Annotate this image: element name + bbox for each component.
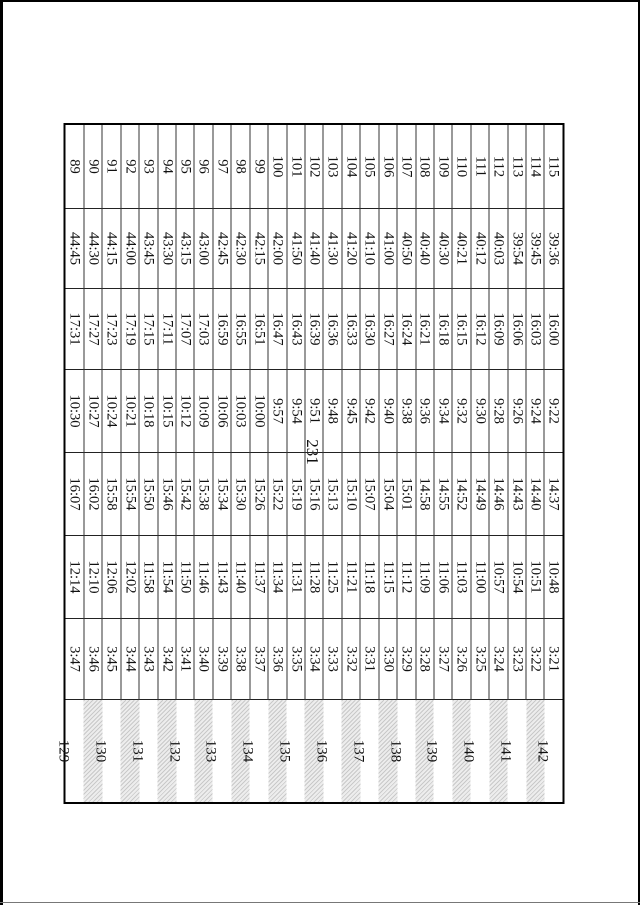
table-cell: 44:45 <box>64 209 83 289</box>
table-cell: 42:15 <box>249 209 267 289</box>
table-cell: 16:21 <box>415 289 433 370</box>
table-cell: 15:19 <box>286 453 304 536</box>
table-row <box>397 124 415 803</box>
table-cell: 10:18 <box>139 370 157 453</box>
table-cell: 40:30 <box>433 209 451 289</box>
table-cell: 3:46 <box>83 619 101 700</box>
table-cell-last-label: 133 <box>202 739 219 763</box>
table-cell: 17:15 <box>139 289 157 370</box>
table-cell: 10:00 <box>249 370 267 453</box>
table-cell: 41:00 <box>378 209 396 289</box>
table-cell: 16:15 <box>452 289 470 370</box>
table-cell: 15:26 <box>249 453 267 536</box>
table-cell-last <box>55 700 83 804</box>
table-cell: 44:15 <box>102 209 120 289</box>
table-cell: 3:22 <box>526 619 544 700</box>
table-cell: 9:38 <box>397 370 415 453</box>
table-cell: 10:51 <box>526 536 544 619</box>
table-cell: 108 <box>415 124 433 209</box>
table-cell: 9:32 <box>452 370 470 453</box>
table-cell: 11:09 <box>415 536 433 619</box>
table-cell: 94 <box>157 124 175 209</box>
table-cell: 15:30 <box>231 453 249 536</box>
table-cell: 11:37 <box>249 536 267 619</box>
table-cell: 9:42 <box>360 370 378 453</box>
table-cell: 12:06 <box>102 536 120 619</box>
table-cell-last-label: 142 <box>533 739 550 763</box>
table-cell: 3:32 <box>341 619 359 700</box>
table-cell: 3:26 <box>452 619 470 700</box>
table-cell: 11:58 <box>139 536 157 619</box>
table-cell: 39:54 <box>507 209 525 289</box>
table-cell: 10:09 <box>194 370 212 453</box>
table-cell: 111 <box>470 124 488 209</box>
table-cell: 17:19 <box>120 289 138 370</box>
scoring-table-body <box>55 124 563 803</box>
table-cell-last-label: 141 <box>497 739 514 763</box>
table-cell: 15:42 <box>176 453 194 536</box>
table-cell: 11:18 <box>360 536 378 619</box>
table-cell: 3:31 <box>360 619 378 700</box>
rotated-table-container <box>55 123 564 793</box>
table-cell: 9:30 <box>470 370 488 453</box>
table-row <box>433 124 451 803</box>
table-cell: 41:50 <box>286 209 304 289</box>
table-cell: 10:48 <box>544 536 563 619</box>
table-cell: 98 <box>231 124 249 209</box>
table-cell: 9:26 <box>507 370 525 453</box>
table-cell: 11:50 <box>176 536 194 619</box>
table-cell: 15:34 <box>212 453 230 536</box>
table-row <box>231 124 249 803</box>
table-cell: 104 <box>341 124 359 209</box>
table-cell: 10:12 <box>176 370 194 453</box>
table-cell: 11:00 <box>470 536 488 619</box>
table-cell: 3:39 <box>212 619 230 700</box>
table-cell: 97 <box>212 124 230 209</box>
table-cell: 11:03 <box>452 536 470 619</box>
table-row <box>323 124 341 803</box>
table-cell: 15:58 <box>102 453 120 536</box>
table-cell: 40:21 <box>452 209 470 289</box>
table-cell: 3:27 <box>433 619 451 700</box>
table-cell-last-label: 140 <box>460 739 477 763</box>
table-cell: 17:27 <box>83 289 101 370</box>
table-cell: 14:55 <box>433 453 451 536</box>
table-cell-last-label: 134 <box>239 739 256 763</box>
table-cell: 93 <box>139 124 157 209</box>
table-cell: 17:23 <box>102 289 120 370</box>
table-cell: 11:28 <box>304 536 322 619</box>
table-row <box>249 124 267 803</box>
table-row <box>544 124 563 803</box>
table-cell: 14:37 <box>544 453 563 536</box>
page-border-left <box>0 0 3 905</box>
table-cell: 9:48 <box>323 370 341 453</box>
table-cell: 3:38 <box>231 619 249 700</box>
table-cell: 92 <box>120 124 138 209</box>
table-row <box>360 124 378 803</box>
table-cell: 16:03 <box>526 289 544 370</box>
table-cell: 15:46 <box>157 453 175 536</box>
table-cell-last <box>276 700 304 804</box>
table-cell: 16:33 <box>341 289 359 370</box>
table-cell: 113 <box>507 124 525 209</box>
table-row <box>286 124 304 803</box>
table-cell: 15:38 <box>194 453 212 536</box>
table-cell: 15:13 <box>323 453 341 536</box>
table-cell: 11:31 <box>286 536 304 619</box>
table-cell: 16:55 <box>231 289 249 370</box>
table-row <box>64 124 83 803</box>
table-cell: 9:40 <box>378 370 396 453</box>
page-border-bottom <box>0 902 640 903</box>
table-cell: 14:49 <box>470 453 488 536</box>
table-cell: 42:45 <box>212 209 230 289</box>
table-row <box>470 124 488 803</box>
table-row <box>304 124 322 803</box>
table-cell-last-label: 135 <box>276 739 293 763</box>
table-cell: 12:14 <box>64 536 83 619</box>
table-cell: 12:02 <box>120 536 138 619</box>
table-cell: 9:34 <box>433 370 451 453</box>
table-cell: 3:45 <box>102 619 120 700</box>
table-cell: 14:40 <box>526 453 544 536</box>
table-cell-last-label: 136 <box>312 739 329 763</box>
table-cell: 95 <box>176 124 194 209</box>
table-cell: 11:54 <box>157 536 175 619</box>
table-cell: 16:00 <box>544 289 563 370</box>
table-cell: 100 <box>268 124 286 209</box>
table-cell: 16:47 <box>268 289 286 370</box>
table-cell: 42:30 <box>231 209 249 289</box>
table-row <box>212 124 230 803</box>
table-cell: 3:29 <box>397 619 415 700</box>
table-cell: 3:28 <box>415 619 433 700</box>
table-cell: 11:12 <box>397 536 415 619</box>
table-cell: 16:12 <box>470 289 488 370</box>
table-cell: 41:30 <box>323 209 341 289</box>
table-cell-last-label: 129 <box>55 739 71 763</box>
table-cell: 3:42 <box>157 619 175 700</box>
table-cell: 3:35 <box>286 619 304 700</box>
table-cell: 90 <box>83 124 101 209</box>
table-cell: 11:25 <box>323 536 341 619</box>
table-row <box>157 124 175 803</box>
table-cell: 16:18 <box>433 289 451 370</box>
table-cell-last <box>460 700 488 804</box>
table-cell: 15:22 <box>268 453 286 536</box>
table-cell: 16:30 <box>360 289 378 370</box>
table-cell: 11:40 <box>231 536 249 619</box>
table-cell: 15:07 <box>360 453 378 536</box>
table-cell: 3:47 <box>64 619 83 700</box>
table-cell-last <box>497 700 525 804</box>
table-cell: 16:27 <box>378 289 396 370</box>
table-cell-last <box>349 700 378 804</box>
table-cell: 11:06 <box>433 536 451 619</box>
table-cell: 17:11 <box>157 289 175 370</box>
table-row <box>268 124 286 803</box>
table-row <box>120 124 138 803</box>
table-cell: 10:24 <box>102 370 120 453</box>
table-cell: 41:40 <box>304 209 322 289</box>
table-cell: 44:00 <box>120 209 138 289</box>
table-cell: 107 <box>397 124 415 209</box>
table-cell: 40:40 <box>415 209 433 289</box>
table-cell-last <box>165 700 194 804</box>
table-cell: 10:30 <box>64 370 83 453</box>
table-cell: 16:07 <box>64 453 83 536</box>
table-cell: 14:43 <box>507 453 525 536</box>
table-cell: 12:10 <box>83 536 101 619</box>
table-cell: 43:00 <box>194 209 212 289</box>
table-cell: 11:15 <box>378 536 396 619</box>
table-cell: 106 <box>378 124 396 209</box>
table-cell: 14:58 <box>415 453 433 536</box>
table-cell: 42:00 <box>268 209 286 289</box>
table-cell: 9:57 <box>268 370 286 453</box>
scoring-table <box>55 123 564 804</box>
table-cell: 102 <box>304 124 322 209</box>
table-cell: 39:36 <box>544 209 563 289</box>
table-cell: 14:46 <box>489 453 507 536</box>
table-cell: 10:54 <box>507 536 525 619</box>
table-cell: 16:43 <box>286 289 304 370</box>
table-cell: 17:07 <box>176 289 194 370</box>
table-cell: 17:03 <box>194 289 212 370</box>
table-row <box>415 124 433 803</box>
table-cell: 9:36 <box>415 370 433 453</box>
table-cell: 103 <box>323 124 341 209</box>
table-cell: 16:59 <box>212 289 230 370</box>
table-cell-last-label: 138 <box>386 739 403 763</box>
table-cell-last <box>386 700 415 804</box>
table-cell: 3:33 <box>323 619 341 700</box>
table-row <box>489 124 507 803</box>
table-cell: 15:50 <box>139 453 157 536</box>
table-cell: 15:01 <box>397 453 415 536</box>
table-cell-last <box>202 700 230 804</box>
table-cell-last-label: 139 <box>423 739 440 763</box>
table-cell: 43:15 <box>176 209 194 289</box>
page-border-top <box>0 0 640 2</box>
table-cell: 109 <box>433 124 451 209</box>
table-cell-last <box>312 700 341 804</box>
table-cell-last <box>423 700 451 804</box>
table-row <box>526 124 544 803</box>
table-cell-last <box>91 700 120 804</box>
table-cell: 3:43 <box>139 619 157 700</box>
table-cell: 43:45 <box>139 209 157 289</box>
table-cell: 15:04 <box>378 453 396 536</box>
table-cell: 9:45 <box>341 370 359 453</box>
table-cell: 40:03 <box>489 209 507 289</box>
table-cell: 99 <box>249 124 267 209</box>
table-cell: 110 <box>452 124 470 209</box>
table-cell: 15:54 <box>120 453 138 536</box>
table-row <box>378 124 396 803</box>
table-cell: 15:10 <box>341 453 359 536</box>
table-cell-last <box>533 700 563 804</box>
table-row <box>507 124 525 803</box>
table-row <box>452 124 470 803</box>
table-cell: 3:40 <box>194 619 212 700</box>
table-cell-last <box>239 700 267 804</box>
table-row <box>83 124 101 803</box>
table-cell: 10:06 <box>212 370 230 453</box>
table-cell: 16:39 <box>304 289 322 370</box>
table-cell: 10:21 <box>120 370 138 453</box>
table-cell: 39:45 <box>526 209 544 289</box>
table-cell: 10:03 <box>231 370 249 453</box>
table-cell: 89 <box>64 124 83 209</box>
table-cell: 10:57 <box>489 536 507 619</box>
table-cell: 11:46 <box>194 536 212 619</box>
table-cell: 3:44 <box>120 619 138 700</box>
table-cell: 9:51 <box>304 370 322 453</box>
table-row <box>139 124 157 803</box>
table-cell: 41:10 <box>360 209 378 289</box>
table-cell-last-label: 131 <box>128 739 145 763</box>
table-cell: 91 <box>102 124 120 209</box>
table-cell: 16:06 <box>507 289 525 370</box>
table-cell: 9:24 <box>526 370 544 453</box>
table-cell: 16:36 <box>323 289 341 370</box>
table-cell: 112 <box>489 124 507 209</box>
table-cell: 3:25 <box>470 619 488 700</box>
table-cell: 9:28 <box>489 370 507 453</box>
table-cell: 3:41 <box>176 619 194 700</box>
table-cell: 3:37 <box>249 619 267 700</box>
table-cell: 96 <box>194 124 212 209</box>
table-cell: 40:50 <box>397 209 415 289</box>
table-cell: 11:34 <box>268 536 286 619</box>
table-cell: 16:09 <box>489 289 507 370</box>
table-cell-last <box>128 700 157 804</box>
table-cell: 11:43 <box>212 536 230 619</box>
table-cell: 3:23 <box>507 619 525 700</box>
table-cell: 3:24 <box>489 619 507 700</box>
table-cell: 40:12 <box>470 209 488 289</box>
table-cell: 11:21 <box>341 536 359 619</box>
table-cell: 115 <box>544 124 563 209</box>
table-cell: 10:27 <box>83 370 101 453</box>
table-cell: 9:54 <box>286 370 304 453</box>
table-row <box>102 124 120 803</box>
table-cell: 44:30 <box>83 209 101 289</box>
table-cell: 14:52 <box>452 453 470 536</box>
table-cell: 43:30 <box>157 209 175 289</box>
table-cell: 17:31 <box>64 289 83 370</box>
table-row <box>176 124 194 803</box>
table-cell-last-label: 137 <box>349 739 366 763</box>
table-cell: 10:15 <box>157 370 175 453</box>
table-cell: 101 <box>286 124 304 209</box>
table-cell: 16:24 <box>397 289 415 370</box>
table-cell-last-label: 132 <box>165 739 182 763</box>
table-cell: 3:30 <box>378 619 396 700</box>
table-cell: 105 <box>360 124 378 209</box>
table-cell: 9:22 <box>544 370 563 453</box>
table-cell: 16:51 <box>249 289 267 370</box>
table-cell: 3:34 <box>304 619 322 700</box>
table-cell: 15:16 <box>304 453 322 536</box>
table-cell: 3:21 <box>544 619 563 700</box>
table-cell: 16:02 <box>83 453 101 536</box>
table-cell: 3:36 <box>268 619 286 700</box>
table-cell: 41:20 <box>341 209 359 289</box>
table-cell-last-label: 130 <box>91 739 108 763</box>
table-row <box>194 124 212 803</box>
table-row <box>341 124 359 803</box>
table-cell: 114 <box>526 124 544 209</box>
page-number: 231 <box>303 439 322 465</box>
